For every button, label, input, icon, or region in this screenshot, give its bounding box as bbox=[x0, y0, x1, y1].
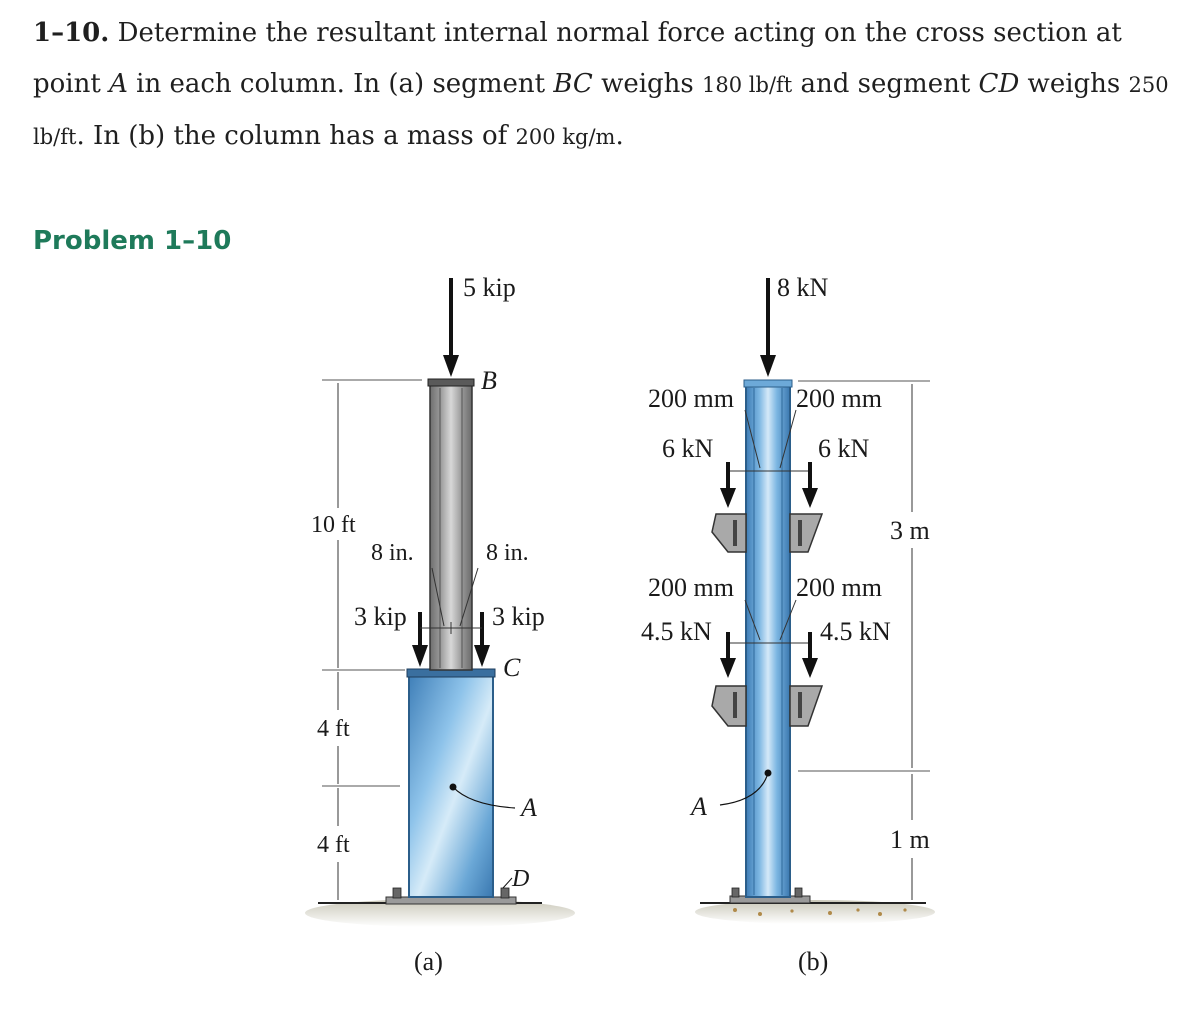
label-3m: 3 m bbox=[890, 516, 930, 545]
label-3kip-right: 3 kip bbox=[492, 602, 545, 631]
label-200mm-lr: 200 mm bbox=[796, 573, 882, 602]
problem-text-3: in each column. In (a) segment bbox=[127, 69, 554, 99]
label-6kn-left: 6 kN bbox=[662, 434, 714, 463]
label-200mm-ur: 200 mm bbox=[796, 384, 882, 413]
label-5kip: 5 kip bbox=[463, 273, 516, 302]
problem-text-13: . bbox=[615, 121, 624, 151]
cd-weight: 250 lb/ft bbox=[33, 73, 1169, 149]
bracket-upper-left bbox=[712, 514, 746, 552]
bracket-lower-left bbox=[712, 686, 746, 726]
label-200mm-ll: 200 mm bbox=[648, 573, 734, 602]
bracket-lower-right bbox=[790, 686, 822, 726]
caption-a: (a) bbox=[414, 947, 443, 976]
label-45kn-left: 4.5 kN bbox=[641, 617, 712, 646]
problem-heading: Problem 1–10 bbox=[33, 226, 232, 256]
label-10ft: 10 ft bbox=[311, 512, 356, 538]
label-4ft-mid: 4 ft bbox=[317, 716, 350, 742]
column-b bbox=[746, 385, 790, 897]
bc-weight: 180 lb/ft bbox=[702, 73, 793, 97]
label-6kn-right: 6 kN bbox=[818, 434, 870, 463]
label-45kn-right: 4.5 kN bbox=[820, 617, 891, 646]
label-1m: 1 m bbox=[890, 825, 930, 854]
segment-bc-ref: BC bbox=[553, 69, 593, 99]
label-a: A bbox=[521, 793, 537, 822]
label-200mm-ul: 200 mm bbox=[648, 384, 734, 413]
label-8in-left: 8 in. bbox=[371, 540, 414, 566]
label-8kn: 8 kN bbox=[777, 273, 829, 302]
problem-text-7: and segment bbox=[792, 69, 979, 99]
column-mass: 200 kg/m bbox=[515, 125, 616, 149]
point-a-ref: A bbox=[109, 69, 128, 99]
figure-b bbox=[641, 273, 935, 976]
cap-plate-top-b bbox=[744, 380, 792, 387]
caption-b: (b) bbox=[798, 947, 829, 976]
label-4ft-bot: 4 ft bbox=[317, 832, 350, 858]
label-3kip-left: 3 kip bbox=[354, 602, 407, 631]
problem-number: 1–10. bbox=[33, 18, 110, 48]
label-b: B bbox=[481, 366, 497, 395]
base-plate-a bbox=[386, 897, 516, 904]
problem-text-9: weighs bbox=[1019, 69, 1129, 99]
label-c: C bbox=[503, 653, 521, 682]
problem-text-11: . In (b) the column has a mass of bbox=[76, 121, 516, 151]
figure-a bbox=[305, 273, 575, 976]
problem-text-5: weighs bbox=[592, 69, 703, 99]
label-8in-right: 8 in. bbox=[486, 540, 529, 566]
cap-plate-b bbox=[428, 379, 474, 386]
problem-text-1: Determine the resultant internal normal force acting on the cross section at point bbox=[33, 18, 1122, 99]
segment-cd-ref: CD bbox=[978, 69, 1020, 99]
bracket-upper-right bbox=[790, 514, 822, 552]
label-d: D bbox=[512, 866, 530, 892]
label-a-b: A bbox=[691, 792, 707, 821]
